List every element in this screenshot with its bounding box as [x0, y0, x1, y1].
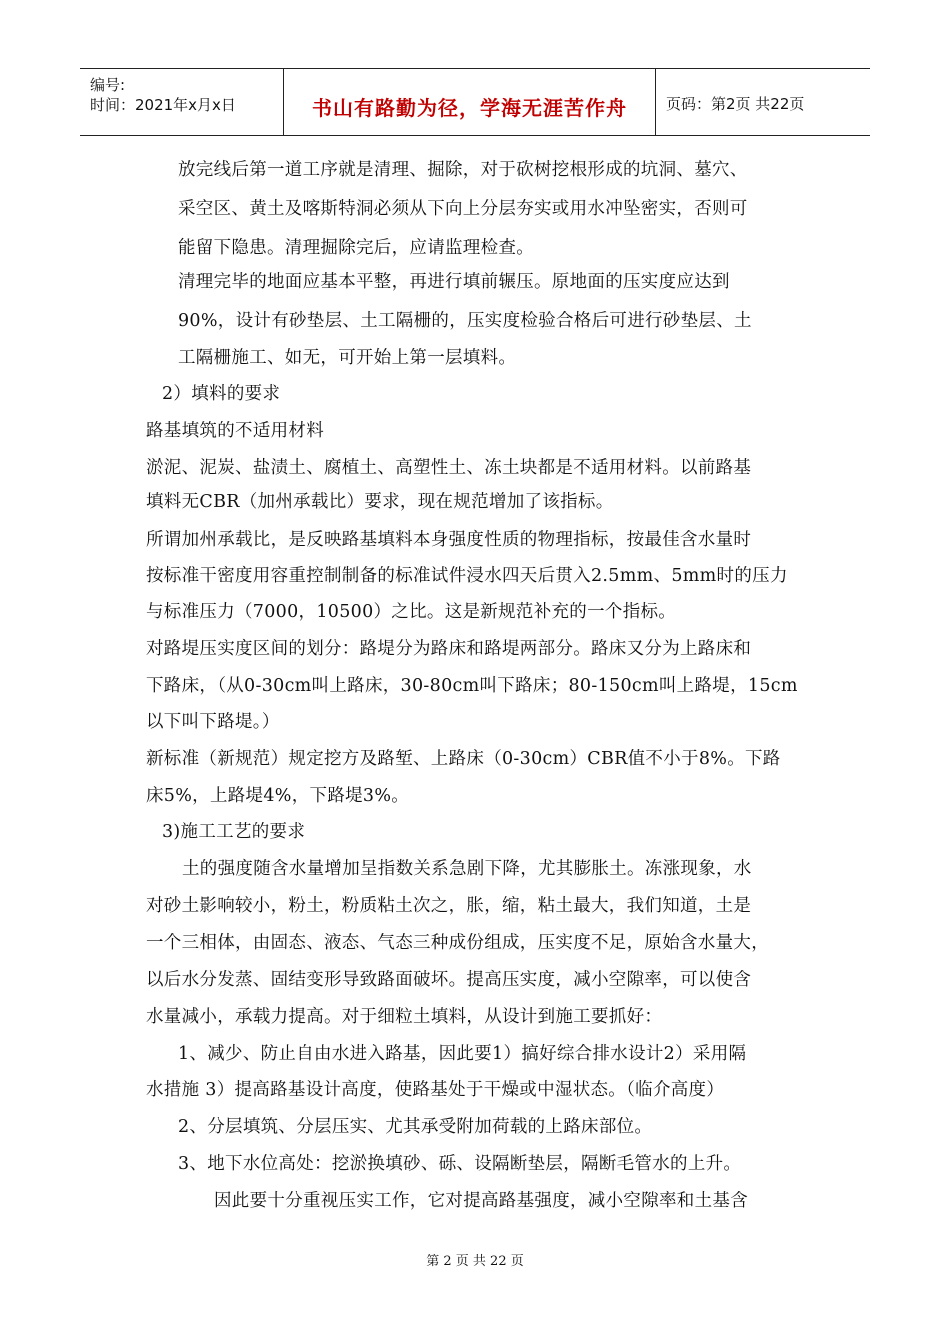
body-line: 以后水分发蒸、固结变形导致路面破坏。提高压实度，减小空隙率，可以使含 — [146, 970, 752, 990]
body-line: 新标准（新规范）规定挖方及路堑、上路床（0-30cm）CBR值不小于8%。下路 — [146, 749, 781, 769]
body-line: 放完线后第一道工序就是清理、掘除，对于砍树挖根形成的坑洞、墓穴、 — [178, 160, 748, 180]
body-line: 淤泥、泥炭、盐渍土、腐植土、高塑性土、冻土块都是不适用材料。以前路基 — [146, 458, 752, 478]
body-line: 因此要十分重视压实工作，它对提高路基强度，减小空隙率和土基含 — [214, 1191, 748, 1211]
body-line: 水措施 3）提高路基设计高度，使路基处于干燥或中湿状态。（临介高度） — [146, 1080, 725, 1100]
body-line: 路基填筑的不适用材料 — [146, 421, 324, 441]
body-line: 对路堤压实度区间的划分：路堤分为路床和路堤两部分。路床又分为上路床和 — [146, 639, 752, 659]
body-line: 能留下隐患。清理掘除完后，应请监理检查。 — [178, 238, 534, 258]
body-line: 所谓加州承载比，是反映路基填料本身强度性质的物理指标，按最佳含水量时 — [146, 530, 752, 550]
body-line: 按标准干密度用容重控制制备的标准试件浸水四天后贯入2.5mm、5mm时的压力 — [146, 566, 788, 586]
header-motto: 书山有路勤为径，学海无涯苦作舟 — [312, 96, 627, 120]
document-date-label: 时间：2021年x月x日 — [90, 96, 236, 114]
header-meta — [90, 75, 236, 115]
body-line: 采空区、黄土及喀斯特洞必须从下向上分层夯实或用水冲坠密实，否则可 — [178, 199, 748, 219]
body-line: 水量减小，承载力提高。对于细粒土填料，从设计到施工要抓好： — [146, 1007, 663, 1027]
body-line: 以下叫下路堤。） — [146, 712, 280, 732]
header-divider — [655, 69, 656, 135]
body-line: 一个三相体，由固态、液态、气态三种成份组成，压实度不足，原始含水量大， — [146, 933, 769, 953]
page-header — [80, 68, 870, 136]
body-line: 床5%，上路堤4%，下路堤3%。 — [146, 786, 410, 806]
body-line: 土的强度随含水量增加呈指数关系急剧下降，尤其膨胀土。冻涨现象，水 — [182, 859, 752, 879]
body-line: 3、地下水位高处：挖淤换填砂、砾、设隔断垫层，隔断毛管水的上升。 — [178, 1154, 742, 1174]
document-number-label: 编号: — [90, 76, 126, 94]
body-line: 2、分层填筑、分层压实、尤其承受附加荷载的上路床部位。 — [178, 1117, 653, 1137]
body-line: 90%，设计有砂垫层、土工隔栅的，压实度检验合格后可进行砂垫层、土 — [178, 311, 752, 331]
body-line: 下路床，（从0-30cm叫上路床，30-80cm叫下路床；80-150cm叫上路堤，15cm — [146, 676, 798, 696]
section-heading: 3)施工工艺的要求 — [162, 822, 306, 842]
body-line: 工隔栅施工、如无，可开始上第一层填料。 — [178, 348, 517, 368]
body-line: 清理完毕的地面应基本平整，再进行填前辗压。原地面的压实度应达到 — [178, 272, 730, 292]
page-footer: 第 2 页 共 22 页 — [426, 1254, 524, 1269]
section-heading: 2）填料的要求 — [162, 384, 281, 404]
header-page-number: 页码：第2页 共22页 — [666, 95, 805, 113]
body-line: 对砂土影响较小，粉土，粉质粘土次之，胀，缩，粘土最大，我们知道，土是 — [146, 896, 752, 916]
body-line: 填料无CBR（加州承载比）要求，现在规范增加了该指标。 — [146, 492, 614, 512]
body-line: 与标准压力（7000，10500）之比。这是新规范补充的一个指标。 — [146, 602, 677, 622]
body-line: 1、减少、防止自由水进入路基，因此要1）搞好综合排水设计2）采用隔 — [178, 1044, 747, 1064]
